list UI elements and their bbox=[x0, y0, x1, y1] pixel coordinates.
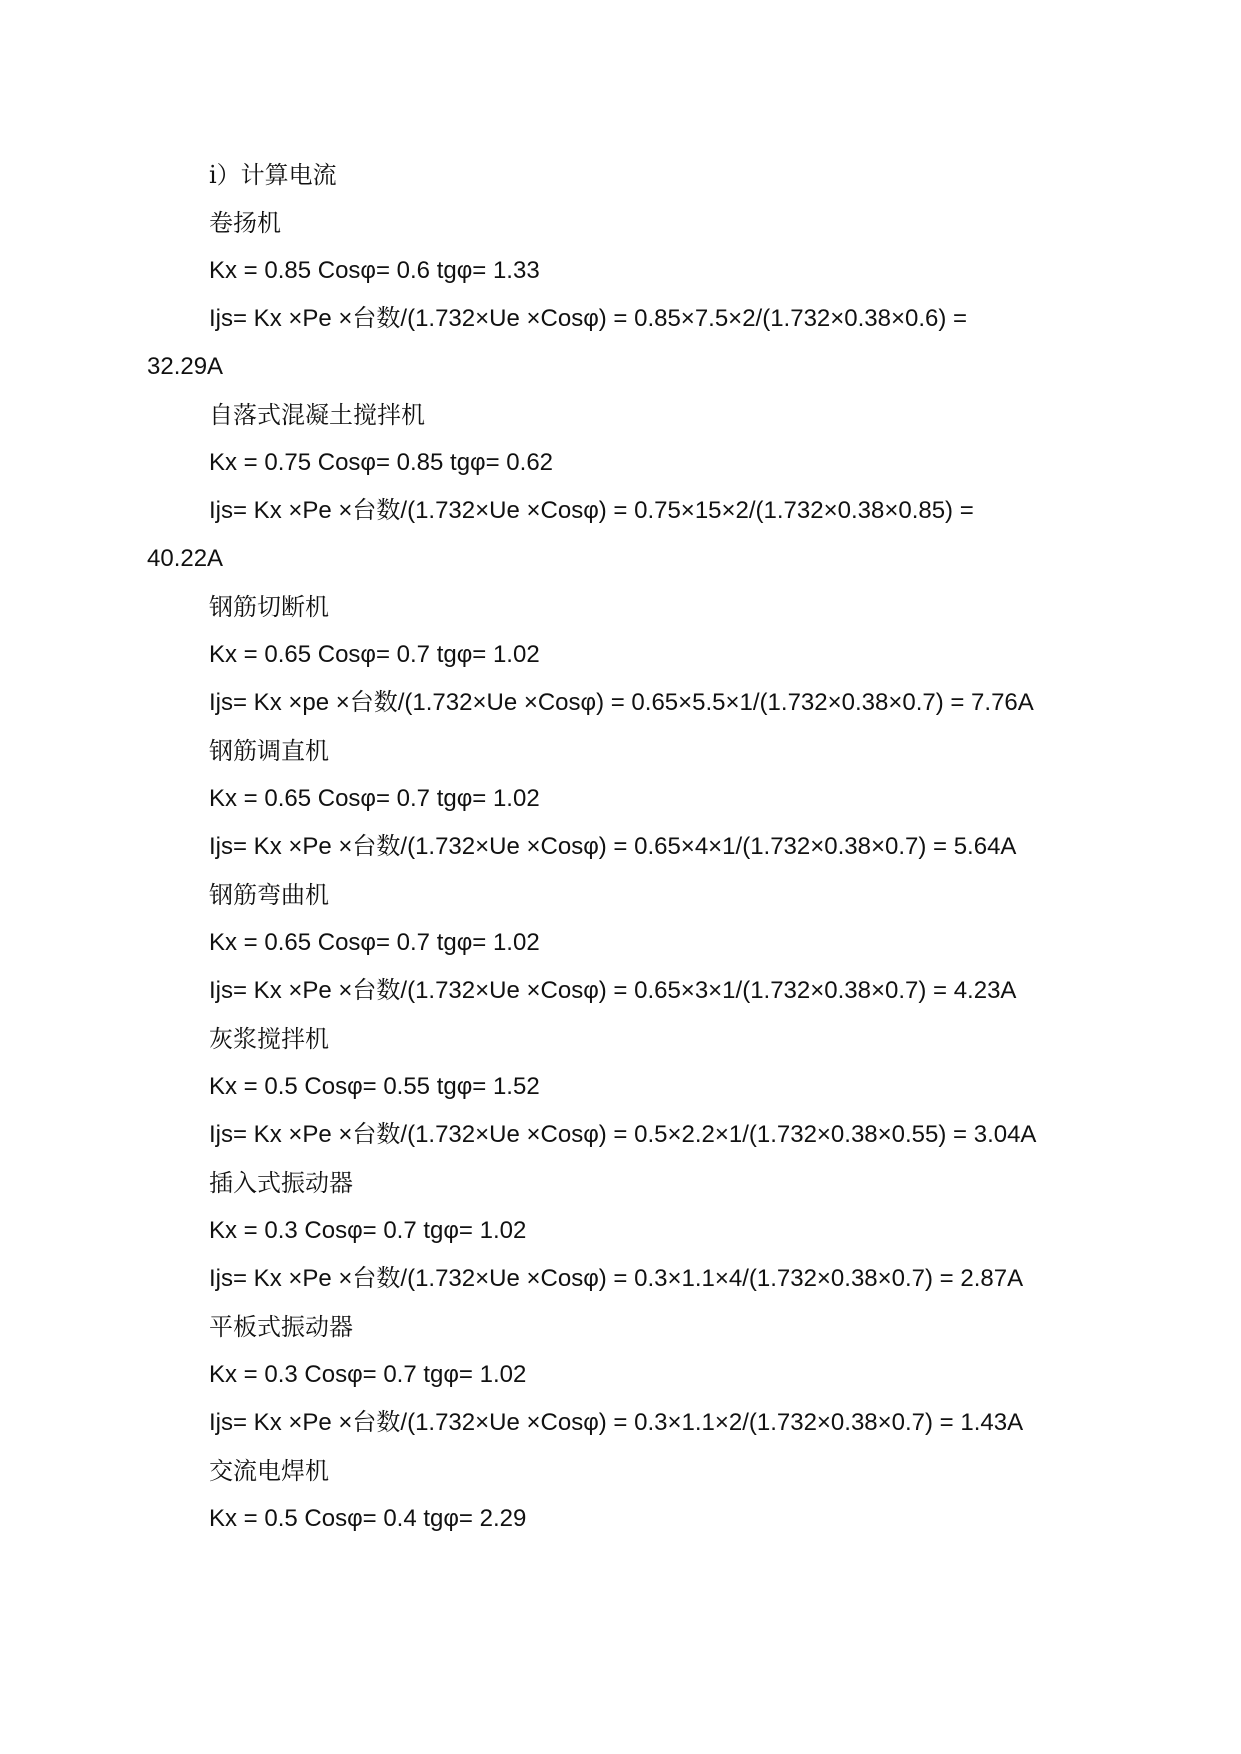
formula-line: Ijs= Kx ×pe ×台数/(1.732×Ue ×Cosφ) = 0.65×5.5×1/(1.732×0.38×0.7) = 7.76A bbox=[209, 689, 1034, 716]
formula-line: Ijs= Kx ×Pe ×台数/(1.732×Ue ×Cosφ) = 0.75×15×2/(1.732×0.38×0.85) = bbox=[209, 497, 974, 524]
equipment-heading: 自落式混凝土搅拌机 bbox=[209, 401, 425, 429]
formula-line: Ijs= Kx ×Pe ×台数/(1.732×Ue ×Cosφ) = 0.85×7.5×2/(1.732×0.38×0.6) = bbox=[209, 305, 968, 332]
equipment-heading: 钢筋调直机 bbox=[209, 737, 329, 765]
equipment-heading: 钢筋切断机 bbox=[209, 593, 329, 621]
equipment-heading: 钢筋弯曲机 bbox=[209, 881, 329, 909]
coefficient-line: Kx = 0.75 Cosφ= 0.85 tgφ= 0.62 bbox=[209, 449, 554, 476]
equipment-heading: 卷扬机 bbox=[209, 209, 281, 237]
coefficient-line: Kx = 0.65 Cosφ= 0.7 tgφ= 1.02 bbox=[209, 929, 540, 956]
equipment-heading: 交流电焊机 bbox=[209, 1457, 329, 1485]
formula-result: 32.29A bbox=[147, 353, 224, 380]
coefficient-line: Kx = 0.65 Cosφ= 0.7 tgφ= 1.02 bbox=[209, 641, 540, 668]
formula-line: Ijs= Kx ×Pe ×台数/(1.732×Ue ×Cosφ) = 0.65×4×1/(1.732×0.38×0.7) = 5.64A bbox=[209, 833, 1017, 860]
equipment-heading: 插入式振动器 bbox=[209, 1169, 353, 1197]
equipment-heading: 灰浆搅拌机 bbox=[209, 1025, 329, 1053]
coefficient-line: Kx = 0.5 Cosφ= 0.4 tgφ= 2.29 bbox=[209, 1505, 527, 1532]
coefficient-line: Kx = 0.85 Cosφ= 0.6 tgφ= 1.33 bbox=[209, 257, 540, 284]
formula-line: Ijs= Kx ×Pe ×台数/(1.732×Ue ×Cosφ) = 0.3×1.1×4/(1.732×0.38×0.7) = 2.87A bbox=[209, 1265, 1024, 1292]
equipment-heading: 平板式振动器 bbox=[209, 1313, 353, 1341]
formula-result: 40.22A bbox=[147, 545, 224, 572]
coefficient-line: Kx = 0.3 Cosφ= 0.7 tgφ= 1.02 bbox=[209, 1217, 527, 1244]
formula-line: Ijs= Kx ×Pe ×台数/(1.732×Ue ×Cosφ) = 0.3×1.1×2/(1.732×0.38×0.7) = 1.43A bbox=[209, 1409, 1024, 1436]
coefficient-line: Kx = 0.65 Cosφ= 0.7 tgφ= 1.02 bbox=[209, 785, 540, 812]
formula-line: Ijs= Kx ×Pe ×台数/(1.732×Ue ×Cosφ) = 0.5×2.2×1/(1.732×0.38×0.55) = 3.04A bbox=[209, 1121, 1037, 1148]
formula-line: Ijs= Kx ×Pe ×台数/(1.732×Ue ×Cosφ) = 0.65×3×1/(1.732×0.38×0.7) = 4.23A bbox=[209, 977, 1017, 1004]
coefficient-line: Kx = 0.5 Cosφ= 0.55 tgφ= 1.52 bbox=[209, 1073, 540, 1100]
coefficient-line: Kx = 0.3 Cosφ= 0.7 tgφ= 1.02 bbox=[209, 1361, 527, 1388]
section-title: i）计算电流 bbox=[209, 161, 337, 189]
